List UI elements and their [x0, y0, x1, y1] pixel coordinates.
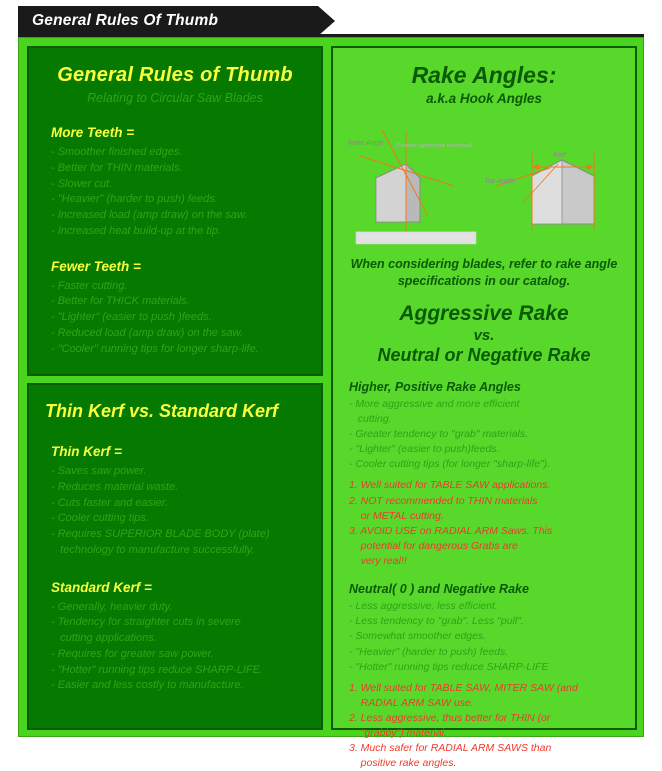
list-item: technology to manufacture successfully.	[51, 543, 255, 556]
list-item: - "Hotter" running tips reduce SHARP-LIFE.	[51, 663, 264, 676]
section-neutral-rake	[349, 582, 635, 770]
list-item: - Faster cutting.	[51, 279, 128, 292]
section-neutral-rake-list	[349, 600, 635, 674]
list-item: - "Heavier" (harder to push) feeds.	[349, 645, 509, 658]
list-item: - Reduces material waste.	[51, 480, 179, 493]
header-banner	[18, 6, 318, 36]
section-neutral-rake-warnings	[349, 682, 635, 771]
list-item: RADIAL ARM SAW use.	[349, 696, 474, 709]
section-positive-rake-heading: Higher, Positive Rake Angles	[349, 379, 521, 394]
list-item: cutting.	[349, 412, 392, 425]
list-item: - "Lighter" (easier to push )feeds.	[51, 311, 212, 323]
list-item: - Smoother finished edges.	[51, 146, 183, 158]
section-thin-kerf-list	[51, 465, 321, 558]
list-item: - Requires SUPERIOR BLADE BODY (plate)	[51, 528, 270, 540]
section-standard-kerf	[51, 580, 321, 694]
panel-general-rules	[27, 46, 323, 376]
list-item: "grabby") material.	[349, 727, 447, 740]
panel-teeth-title: General Rules of Thumb	[57, 64, 293, 86]
page-title: General Rules Of Thumb	[32, 12, 219, 29]
section-fewer-teeth-list	[51, 280, 321, 357]
list-item: - "Lighter" (easier to push)feeds.	[349, 443, 500, 456]
list-item: - Less tendency to "grab". Less "pull".	[349, 615, 524, 628]
banner-arrow-shape	[318, 6, 335, 36]
list-item: - Increased heat build-up at the tip.	[51, 224, 221, 237]
section-fewer-teeth-heading: Fewer Teeth =	[51, 258, 141, 274]
list-item: - Saves saw power.	[51, 465, 147, 477]
panel-teeth-subtitle: Relating to Circular Saw Blades	[87, 91, 263, 105]
list-item: positive rake angles.	[349, 757, 457, 770]
rake-headline-neutral: Neutral or Negative Rake	[377, 344, 591, 365]
section-more-teeth-list	[51, 146, 321, 239]
section-standard-kerf-heading: Standard Kerf =	[51, 579, 152, 595]
panel-rake-angles	[331, 46, 637, 770]
section-positive-rake-list	[349, 398, 635, 472]
section-more-teeth-heading: More Teeth =	[51, 125, 135, 140]
list-item: - Cooler cutting tips.	[51, 512, 149, 525]
section-thin-kerf	[51, 444, 321, 558]
list-item: - Somewhat smoother edges.	[349, 630, 487, 643]
section-positive-rake	[349, 380, 635, 568]
list-item: - Better for THIN materials.	[51, 161, 183, 174]
rake-angle-diagram	[336, 112, 632, 252]
list-item: - Increased load (amp draw) on the saw.	[51, 209, 248, 221]
list-item: or METAL cutting.	[349, 509, 444, 522]
list-item: - Better for THICK materials.	[51, 295, 190, 308]
list-item: 2. Less aggressive, thus better for THIN (or	[349, 712, 551, 724]
list-item: - "Cooler" running tips for longer sharp-life.	[51, 342, 259, 355]
list-item: - Generally, heavier duty.	[51, 600, 173, 613]
diagram-label-top-angle: Top Angle	[484, 178, 516, 185]
content-sheet	[18, 37, 644, 770]
list-item: 3. AVOID USE on RADIAL ARM Saws. This	[349, 524, 553, 537]
list-item: - More aggressive and more efficient	[349, 397, 520, 410]
list-item: 1. Well suited for TABLE SAW applications.	[349, 479, 551, 492]
list-item: - Slower cut.	[51, 177, 113, 190]
list-item: - Tendency for straighter cuts in severe	[51, 616, 241, 629]
list-item: - Cuts faster and easier.	[51, 496, 168, 509]
list-item: - "Hotter" running tips reduce SHARP-LIFE	[349, 660, 549, 673]
section-thin-kerf-heading: Thin Kerf =	[51, 444, 122, 459]
section-neutral-rake-heading: Neutral( 0 ) and Negative Rake	[349, 582, 529, 597]
rake-subtitle: a.k.a Hook Angles	[426, 91, 542, 106]
rake-note: When considering blades, refer to rake angle specifications in our catalog.	[350, 257, 618, 288]
list-item: - Less aggressive, less efficient.	[349, 600, 498, 613]
rake-headline-vs: vs.	[473, 326, 495, 344]
list-item: - Greater tendency to "grab" materials.	[349, 428, 529, 440]
rake-title: Rake Angles:	[411, 62, 557, 88]
list-item: - Requires for greater saw power.	[51, 647, 214, 660]
list-item: - Reduced load (amp draw) on the saw.	[51, 326, 243, 339]
panel-kerf-title: Thin Kerf vs. Standard Kerf	[45, 401, 279, 421]
list-item: very real!!	[349, 555, 407, 567]
list-item: 2. NOT recommended to THIN materials	[349, 494, 538, 507]
section-fewer-teeth	[51, 259, 321, 357]
section-standard-kerf-list	[51, 601, 321, 694]
rake-headline-aggressive: Aggressive Rake	[399, 301, 569, 325]
list-item: - Easier and less costly to manufacture.	[51, 679, 244, 692]
section-positive-rake-warnings	[349, 479, 635, 568]
list-item: 1. Well suited for TABLE SAW, MITER SAW (and	[349, 681, 578, 694]
diagram-label-rake-note: (Positive aggressive described)	[396, 143, 473, 149]
list-item: cutting applications.	[51, 632, 157, 644]
section-more-teeth	[51, 125, 321, 239]
diagram-label-rake-angle: Rake Angle	[348, 140, 384, 147]
list-item: 3. Much safer for RADIAL ARM SAWS than	[349, 742, 552, 755]
list-item: potential for dangerous Grabs are	[349, 539, 518, 552]
panel-kerf	[27, 383, 323, 730]
list-item: - Cooler cutting tips (for longer "sharp-life").	[349, 458, 551, 471]
list-item: - "Heavier" (harder to push) feeds.	[51, 193, 218, 206]
diagram-label-kerf: Kerf	[553, 152, 566, 159]
